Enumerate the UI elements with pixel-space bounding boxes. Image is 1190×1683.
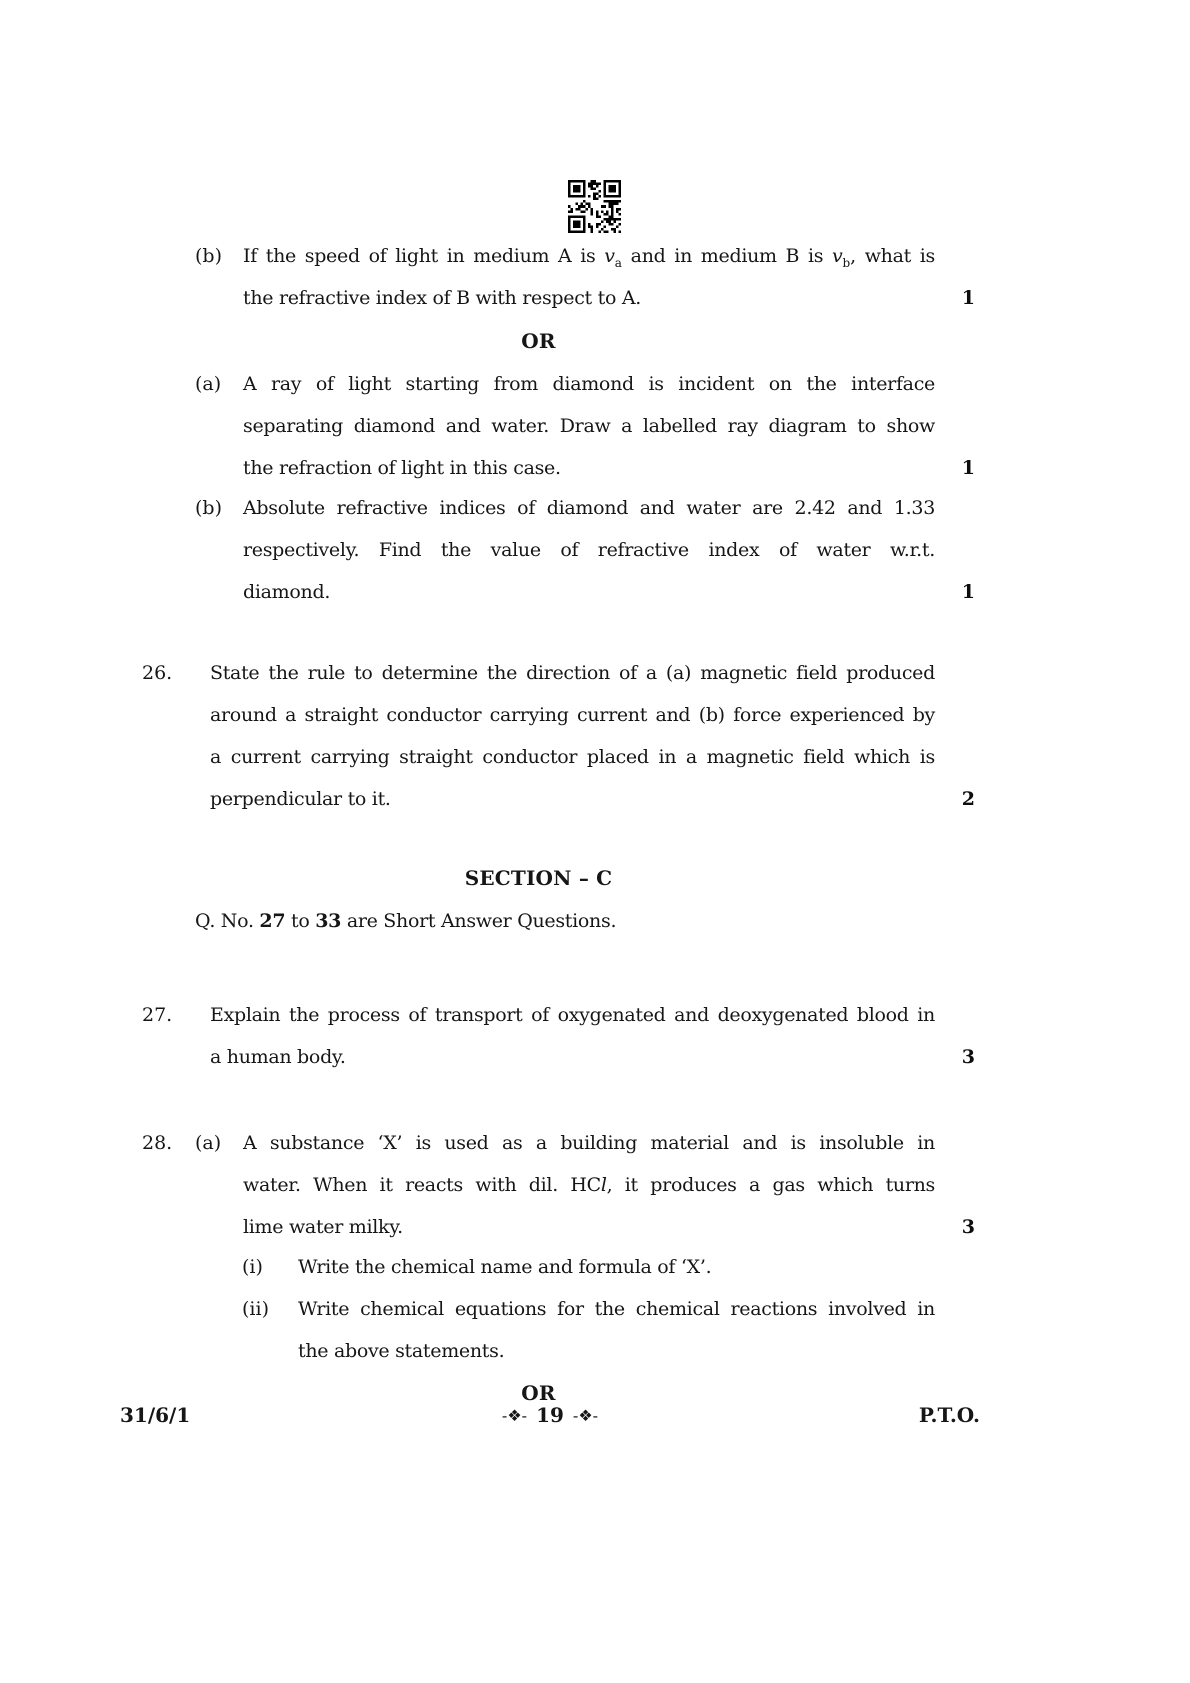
subscript-b: b [842,255,851,270]
question-text-line: respectively. Find the value of refractive index of water w.r.t. [243,539,935,561]
question-text-line: the refraction of light in this case. [243,457,561,479]
question-text-line: A ray of light starting from diamond is incident on the interface [243,373,935,395]
page-footer [120,1400,980,1432]
italic-l-symbol: l [600,1174,607,1196]
question-text-line: lime water milky. [243,1216,403,1238]
or-label: OR [521,1381,556,1405]
question-26 [142,652,975,820]
question-text-line: around a straight conductor carrying current and (b) force experienced by [210,704,935,726]
ornament-right-icon: -❖- [572,1406,599,1425]
or-separator-1 [142,320,975,362]
question-text-line: the above statements. [298,1340,505,1362]
section-c-heading [142,857,975,899]
question-text-line: Absolute refractive indices of diamond and water are 2.42 and 1.33 [243,497,935,519]
page-number-block [502,1400,598,1432]
question-text-line: Explain the process of transport of oxygenated and deoxygenated blood in [210,1004,935,1026]
text-fragment: , what is [850,245,935,267]
marks-value: 2 [961,788,975,810]
sub-part-label: (i) [242,1256,263,1278]
question-25-alt-a [142,363,975,489]
text-fragment: , it produces a gas which turns [606,1174,936,1196]
question-range-end: 33 [315,910,342,932]
qr-code [567,180,622,233]
question-text-line: State the rule to determine the direction of a (a) magnetic field produced [210,662,935,684]
question-text-line: the refractive index of B with respect to A. [243,287,642,309]
question-25-part-b [142,235,975,319]
section-c-note [142,900,975,942]
text-fragment: water. When it reacts with dil. HC [243,1174,601,1196]
marks-value: 1 [961,287,975,309]
question-range-start: 27 [259,910,286,932]
question-text-line: diamond. [243,581,331,603]
pto-label: P.T.O. [918,1403,980,1427]
text-fragment: If the speed of light in medium A is [243,245,605,267]
question-number: 27. [142,1004,173,1026]
marks-value: 1 [961,581,975,603]
question-28-sub-i [142,1246,975,1288]
question-28-sub-ii [142,1288,975,1372]
velocity-b-symbol: v [832,245,843,267]
question-text-line: Write the chemical name and formula of ‘X’. [298,1256,712,1278]
question-text-line: a human body. [210,1046,346,1068]
paper-code: 31/6/1 [120,1403,191,1427]
question-28-part-a [142,1122,975,1248]
marks-value: 3 [961,1046,975,1068]
text-fragment: and in medium B is [621,245,833,267]
question-text-line: A substance ‘X’ is used as a building material and is insoluble in [243,1132,935,1154]
sub-part-label: (ii) [242,1298,269,1320]
question-text-line [243,235,935,277]
text-fragment: to [285,910,316,932]
text-fragment: Q. No. [195,910,260,932]
page-number: 19 [536,1403,564,1427]
marks-value: 3 [961,1216,975,1238]
text-fragment: are Short Answer Questions. [341,910,617,932]
question-25-alt-b [142,487,975,613]
section-note-line [195,900,935,942]
question-text-line: a current carrying straight conductor placed in a magnetic field which is [210,746,935,768]
question-number: 28. [142,1132,173,1154]
marks-value: 1 [961,457,975,479]
part-label: (a) [195,1132,222,1154]
question-27 [142,994,975,1078]
part-label: (b) [195,497,222,519]
part-label: (b) [195,245,222,267]
question-number: 26. [142,662,173,684]
part-label: (a) [195,373,222,395]
question-text-line [243,1164,935,1206]
or-label: OR [521,329,556,353]
question-text-line: perpendicular to it. [210,788,391,810]
section-title: SECTION – C [464,866,613,890]
question-text-line: Write chemical equations for the chemical reactions involved in [298,1298,935,1320]
subscript-a: a [614,255,622,270]
velocity-a-symbol: v [604,245,615,267]
question-text-line: separating diamond and water. Draw a labelled ray diagram to show [243,415,935,437]
ornament-left-icon: -❖- [501,1406,528,1425]
